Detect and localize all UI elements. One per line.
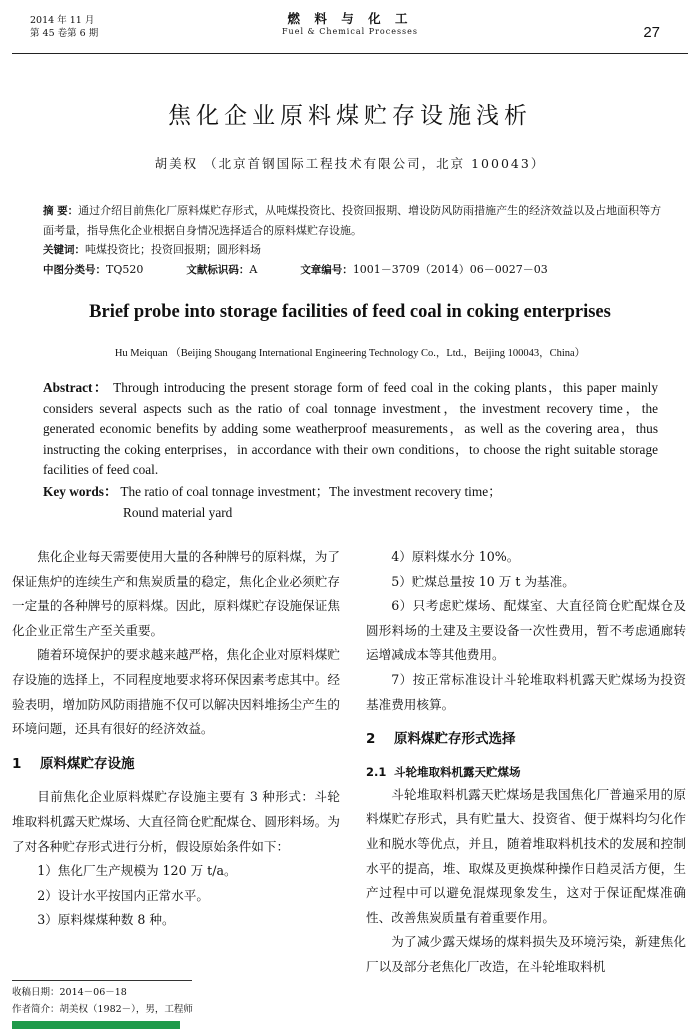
article-title-en: Brief probe into storage facilities of feed coal in coking enterprises — [89, 302, 611, 322]
doc-code-label: 文献标识码： — [186, 264, 250, 276]
keywords-en-label: Key words： — [43, 484, 118, 499]
issue-date: 2014 年 11 月 — [30, 15, 95, 26]
body-right-column — [366, 545, 686, 980]
list-item: 4）原料煤水分 10%。 — [391, 549, 520, 564]
author-bio: 作者简介：胡美权（1982－），男，工程师 — [12, 1004, 193, 1015]
list-item: 5）贮煤总量按 10 万 t 为基准。 — [391, 573, 575, 589]
classification-line — [43, 260, 663, 280]
list-item: 2）设计水平按国内正常水平。 — [37, 887, 209, 903]
list-item: 7）按正常标准设计斗轮堆取料机露天贮煤场为投资基准费用核算。 — [366, 671, 686, 712]
body-left-column — [12, 545, 340, 933]
keywords-cn-label: 关键词： — [43, 244, 85, 256]
journal-masthead — [0, 11, 700, 38]
abstract-cn-text: 通过介绍目前焦化厂原料煤贮存形式，从吨煤投资比、投资回报期、增设防风防雨措施产生的经济效益以及占地面积等方面考量，指导焦化企业根据自身情况选择适合的原料煤贮存设施。 — [43, 204, 662, 237]
author-line-en: Hu Meiquan （Beijing Shougang International Engineering Technology Co.，Ltd.，Beijing 100043，China） — [114, 348, 586, 359]
clc-value: TQ520 — [106, 263, 144, 276]
abstract-en-text: Through introducing the present storage form of feed coal in the coking plants，this paper mainly considers several aspects such as the ratio of coal tonnage investment，the investment recovery time，the generated economic benefits by adding some weatherproof measurements，as well as the covering area，thus instructing the coking enterprises，in accordance with their own conditions，to choose the right suitable storage facilities of feed coal. — [43, 380, 658, 478]
received-date: 收稿日期：2014－06－18 — [12, 987, 127, 998]
section-number: 1 — [12, 755, 22, 772]
paragraph: 随着环境保护的要求越来越严格，焦化企业对原料煤贮存设施的选择上，不同程度地要求将环保因素考虑其中。经验表明，增加防风防雨措施不仅可以解决因料堆扬尘产生的环境问题，还具有很好的经济效益。 — [12, 647, 340, 737]
article-no-value: 1001－3709（2014）06－0027－03 — [352, 263, 548, 276]
author-line-cn: 胡美权 （北京首钢国际工程技术有限公司，北京 100043） — [154, 156, 546, 171]
abstract-cn-label: 摘 要： — [43, 205, 79, 217]
accent-bar — [12, 1021, 180, 1029]
keywords-en-line2: Round material yard — [123, 504, 233, 520]
list-item: 1）焦化厂生产规模为 120 万 t/a。 — [37, 863, 237, 879]
doc-code-value: A — [249, 263, 258, 276]
section-title: 原料煤贮存设施 — [40, 755, 135, 772]
keywords-en-line1: The ratio of coal tonnage investment；The investment recovery time； — [120, 484, 502, 499]
abstract-en — [43, 378, 658, 481]
list-item: 6）只考虑贮煤场、配煤室、大直径筒仓贮配煤仓及圆形料场的土建及主要设备一次性费用，暂不考虑通廊转运增减成本等其他费用。 — [366, 598, 686, 663]
journal-title-en: Fuel & Chemical Processes — [282, 27, 418, 36]
keywords-cn — [43, 240, 663, 260]
paragraph: 斗轮堆取料机露天贮煤场是我国焦化厂普遍采用的原料煤贮存形式，具有贮量大、投资省、便于煤料均匀化作业和脱水等优点，并且，随着堆取料机技术的发展和控制水平的提高，堆、取煤及更换煤种操作日趋灵活方便，生产过程中可以避免混煤现象发生，这对于保证配煤准确性、改善焦炭质量有着重要作用。 — [366, 786, 686, 925]
header-divider — [12, 53, 688, 54]
list-item: 3）原料煤煤种数 8 种。 — [37, 912, 175, 928]
paragraph: 为了减少露天煤场的煤料损失及环境污染，新建焦化厂以及部分老焦化厂改造，在斗轮堆取料机 — [366, 934, 686, 974]
abstract-en-label: Abstract： — [43, 380, 109, 395]
subsection-number: 2.1 — [366, 764, 387, 779]
section-heading-2 — [366, 727, 686, 752]
section-heading-1 — [12, 752, 340, 777]
subsection-heading-2-1 — [366, 761, 686, 783]
paragraph: 目前焦化企业原料煤贮存设施主要有 3 种形式：斗轮堆取料机露天贮煤场、大直径筒仓贮配煤仓、圆形料场。为了对各种贮存形式进行分析，假设原始条件如下： — [12, 789, 340, 854]
keywords-en — [43, 482, 658, 523]
section-title: 原料煤贮存形式选择 — [394, 731, 516, 748]
footnote-divider — [12, 980, 192, 981]
journal-title-cn: 燃 料 与 化 工 — [287, 11, 413, 26]
subsection-title: 斗轮堆取料机露天贮煤场 — [394, 764, 521, 779]
paragraph: 焦化企业每天需要使用大量的各种牌号的原料煤，为了保证焦炉的连续生产和焦炭质量的稳定，焦化企业必须贮存一定量的各种牌号的原料煤。因此，原料煤贮存设施保证焦化企业正常生产至关重要。 — [12, 549, 340, 638]
page-number: 27 — [643, 24, 660, 41]
article-no-label: 文章编号： — [300, 264, 353, 276]
section-number: 2 — [366, 731, 376, 748]
clc-label: 中图分类号： — [43, 264, 106, 276]
article-title-cn: 焦化企业原料煤贮存设施浅析 — [168, 103, 532, 129]
abstract-cn — [43, 201, 663, 240]
issue-volume: 第 45 卷第 6 期 — [30, 28, 99, 39]
keywords-cn-text: 吨煤投资比；投资回报期；圆形料场 — [85, 243, 261, 256]
